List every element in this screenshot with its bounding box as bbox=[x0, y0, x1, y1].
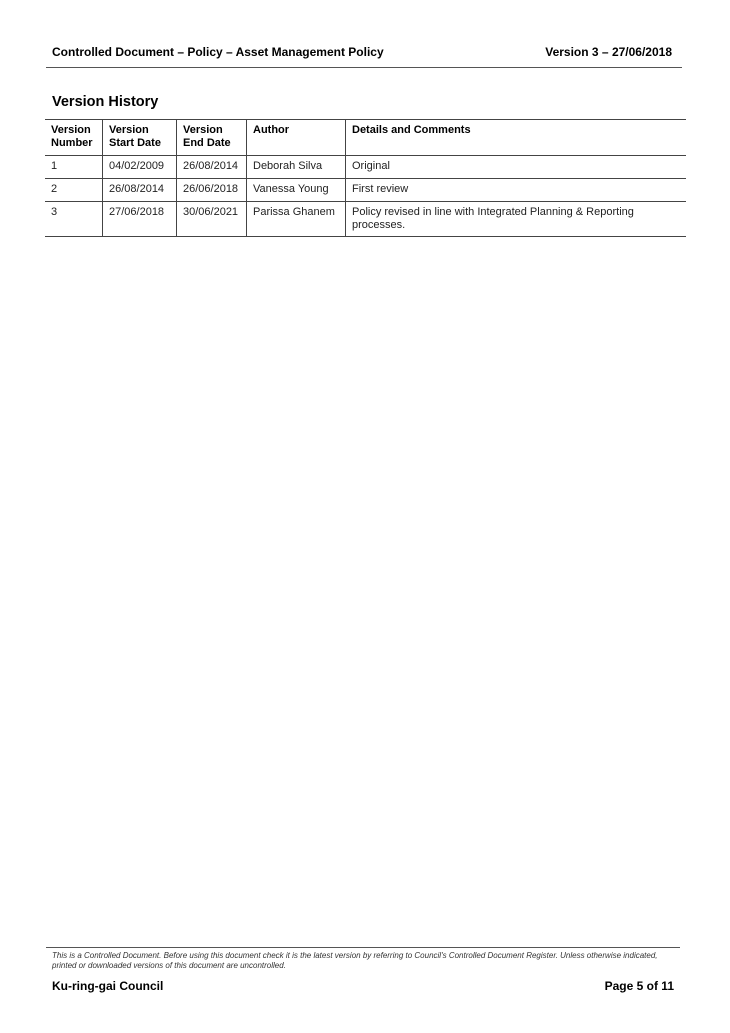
cell-author: Vanessa Young bbox=[247, 179, 346, 202]
footer-disclaimer: This is a Controlled Document. Before using this document check it is the latest version by referring to Council's Controlled Document Register. Unless otherwise indicated, printed or downloaded versions of this document are uncontrolled. bbox=[52, 951, 658, 970]
cell-details: First review bbox=[346, 179, 687, 202]
cell-details: Original bbox=[346, 156, 687, 179]
header-details: Details and Comments bbox=[346, 120, 687, 156]
footer-page-number: Page 5 of 11 bbox=[604, 979, 674, 993]
cell-end-date: 30/06/2021 bbox=[177, 202, 247, 237]
document-title: Controlled Document – Policy – Asset Management Policy bbox=[52, 45, 384, 59]
cell-version-number: 1 bbox=[45, 156, 103, 179]
header-version-number bbox=[45, 120, 103, 156]
header-version-end-line1: Version bbox=[183, 124, 223, 136]
header-version-number-line2: Number bbox=[51, 137, 93, 149]
cell-author: Deborah Silva bbox=[247, 156, 346, 179]
header-version-start-date bbox=[103, 120, 177, 156]
cell-start-date: 26/08/2014 bbox=[103, 179, 177, 202]
cell-start-date: 04/02/2009 bbox=[103, 156, 177, 179]
cell-end-date: 26/08/2014 bbox=[177, 156, 247, 179]
footer-organisation: Ku-ring-gai Council bbox=[52, 979, 164, 993]
table-row bbox=[45, 156, 686, 179]
header-version-number-line1: Version bbox=[51, 124, 91, 136]
cell-version-number: 3 bbox=[45, 202, 103, 237]
table-row bbox=[45, 179, 686, 202]
document-version: Version 3 – 27/06/2018 bbox=[545, 45, 672, 59]
page-header bbox=[46, 40, 682, 68]
header-version-end-date bbox=[177, 120, 247, 156]
section-heading: Version History bbox=[52, 94, 159, 110]
cell-start-date: 27/06/2018 bbox=[103, 202, 177, 237]
cell-version-number: 2 bbox=[45, 179, 103, 202]
cell-author: Parissa Ghanem bbox=[247, 202, 346, 237]
header-version-start-line1: Version bbox=[109, 124, 149, 136]
table-header-row bbox=[45, 120, 686, 156]
header-author: Author bbox=[247, 120, 346, 156]
version-history-table bbox=[45, 119, 686, 237]
header-version-end-line2: End Date bbox=[183, 137, 231, 149]
cell-details: Policy revised in line with Integrated Planning & Reporting processes. bbox=[346, 202, 687, 237]
header-version-start-line2: Start Date bbox=[109, 137, 161, 149]
page-footer bbox=[46, 947, 680, 993]
table-row bbox=[45, 202, 686, 237]
cell-end-date: 26/06/2018 bbox=[177, 179, 247, 202]
